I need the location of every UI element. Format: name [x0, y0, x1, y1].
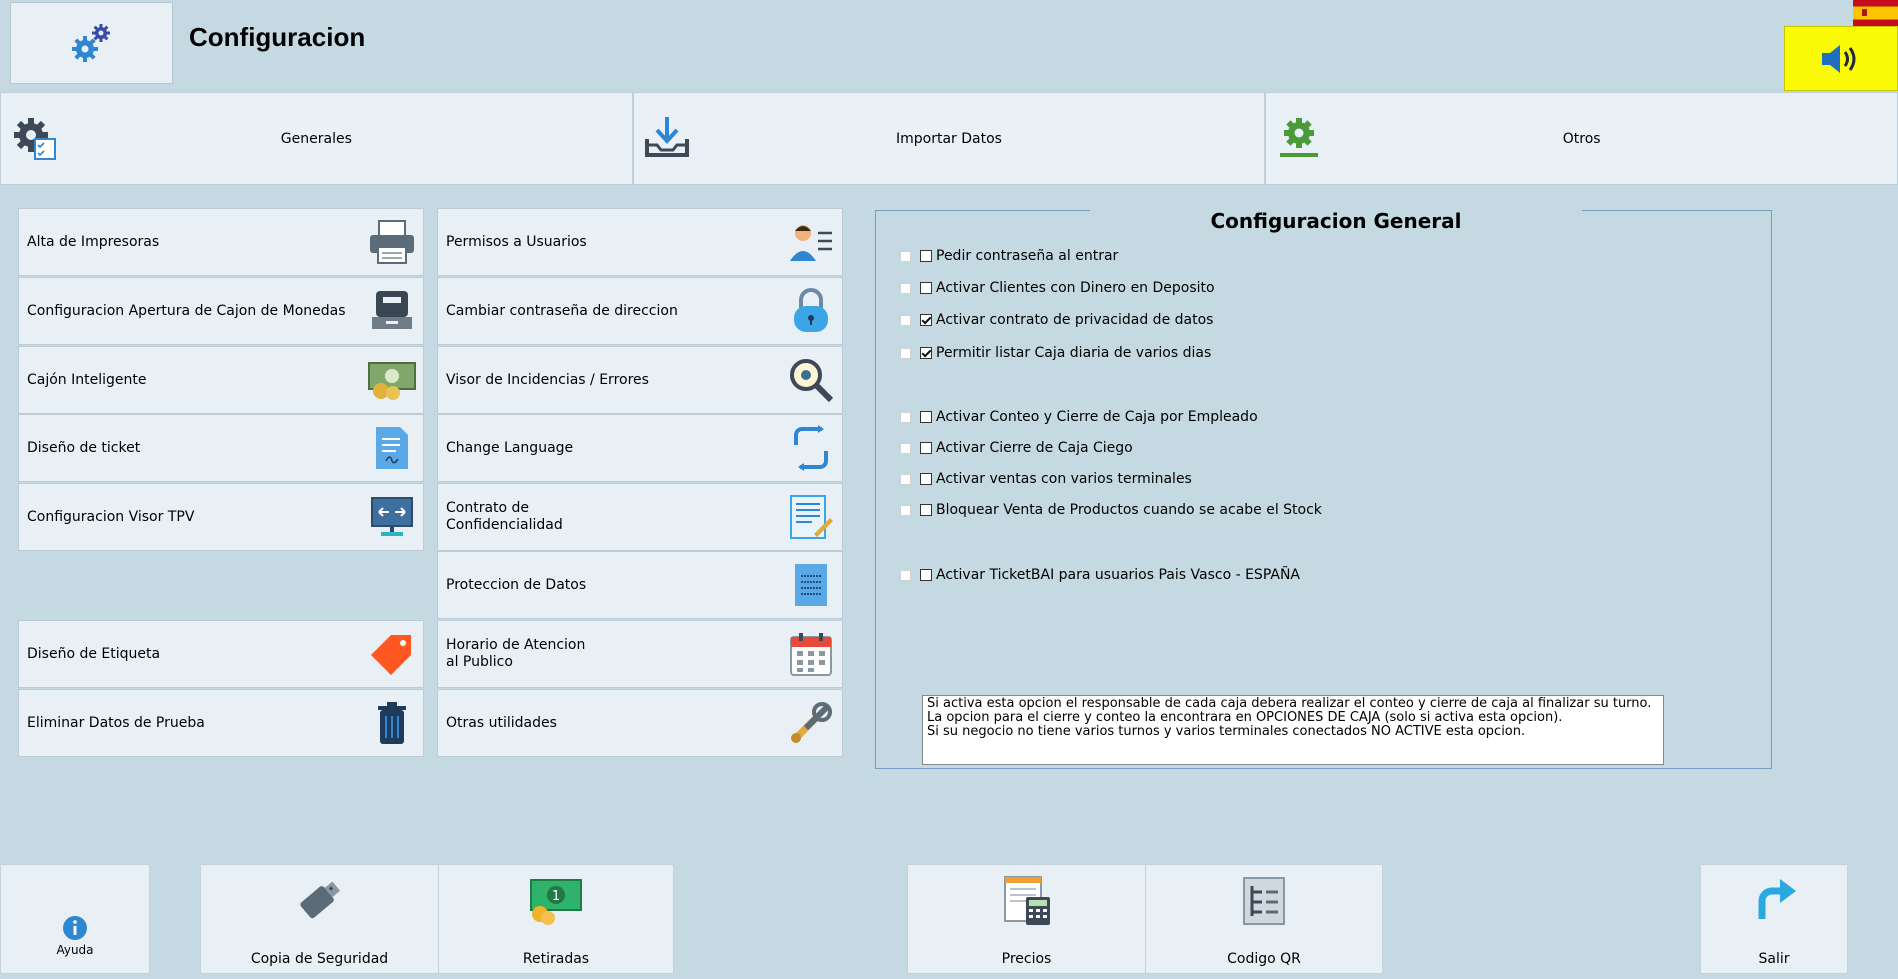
- button-label: Horario de Atencion al Publico: [446, 637, 586, 670]
- option-checkbox[interactable]: [920, 504, 932, 516]
- option-checkbox[interactable]: [920, 347, 932, 359]
- horario-atencion-button[interactable]: [437, 620, 843, 688]
- tab-generales[interactable]: [0, 92, 633, 185]
- option-label: Activar Clientes con Dinero en Deposito: [936, 280, 1215, 296]
- info-line: Si su negocio no tiene varios turnos y varios terminales conectados NO ACTIVE esta opcion.: [927, 724, 1526, 739]
- option-marker: [900, 443, 911, 454]
- button-label: Proteccion de Datos: [446, 576, 587, 593]
- precios-button[interactable]: [907, 864, 1146, 974]
- option-info-box: [922, 695, 1664, 765]
- page-title: Configuracion: [189, 22, 366, 52]
- button-label: Diseño de ticket: [27, 439, 141, 456]
- button-label: Permisos a Usuarios: [446, 233, 587, 250]
- option-label: Activar ventas con varios terminales: [936, 471, 1192, 487]
- config-apertura-cajon-button[interactable]: [18, 277, 424, 345]
- option-bloquear-venta-stock[interactable]: [900, 502, 1322, 518]
- usb-drive-icon: [292, 873, 348, 929]
- option-clientes-dinero-deposito[interactable]: [900, 280, 1215, 296]
- button-label: Retiradas: [522, 951, 590, 967]
- gear-checklist-icon: [11, 115, 57, 161]
- option-marker: [900, 251, 911, 262]
- eliminar-datos-prueba-button[interactable]: [18, 689, 424, 757]
- sound-button[interactable]: [1784, 26, 1898, 91]
- option-label: Activar TicketBAI para usuarios Pais Vasco - ESPAÑA: [936, 567, 1300, 583]
- contract-pen-icon: [786, 492, 836, 542]
- top-tabs: [0, 92, 1898, 185]
- change-language-button[interactable]: [437, 414, 843, 482]
- calculator-sheet-icon: [999, 873, 1055, 929]
- user-list-icon: [786, 217, 836, 267]
- salir-button[interactable]: [1700, 864, 1848, 974]
- button-label: Alta de Impresoras: [27, 233, 160, 250]
- option-marker: [900, 348, 911, 359]
- button-label: Change Language: [446, 439, 574, 456]
- tab-label: Generales: [280, 130, 352, 147]
- cajon-inteligente-button[interactable]: [18, 346, 424, 414]
- option-marker: [900, 315, 911, 326]
- option-ventas-varios-terminales[interactable]: [900, 471, 1192, 487]
- codigo-qr-button[interactable]: [1145, 864, 1383, 974]
- monitor-icon: [367, 492, 417, 542]
- option-marker: [900, 570, 911, 581]
- option-pedir-contrasena[interactable]: [900, 248, 1118, 264]
- config-general-title: Configuracion General: [1090, 200, 1582, 234]
- cash-drawer-icon: [367, 286, 417, 336]
- info-line: Si activa esta opcion el responsable de cada caja debera realizar el conteo y cierre de caja al finalizar su turno.: [927, 696, 1652, 711]
- option-checkbox[interactable]: [920, 473, 932, 485]
- button-label: Copia de Seguridad: [250, 951, 389, 967]
- data-list-icon: [786, 560, 836, 610]
- ayuda-label: Ayuda: [56, 943, 94, 957]
- option-label: Permitir listar Caja diaria de varios dias: [936, 345, 1212, 361]
- ticket-document-icon: [367, 423, 417, 473]
- otras-utilidades-button[interactable]: [437, 689, 843, 757]
- option-checkbox[interactable]: [920, 250, 932, 262]
- button-label: Cajón Inteligente: [27, 371, 147, 388]
- info-icon: [62, 915, 88, 941]
- button-label: Visor de Incidencias / Errores: [446, 371, 649, 388]
- button-label: Configuracion Visor TPV: [27, 508, 195, 525]
- alta-impresoras-button[interactable]: [18, 208, 424, 276]
- option-label: Bloquear Venta de Productos cuando se acabe el Stock: [936, 502, 1322, 518]
- button-label: Otras utilidades: [446, 714, 557, 731]
- option-label: Pedir contraseña al entrar: [936, 248, 1119, 264]
- calendar-icon: [786, 629, 836, 679]
- tab-importar-datos[interactable]: [633, 92, 1266, 185]
- permisos-usuarios-button[interactable]: [437, 208, 843, 276]
- proteccion-datos-button[interactable]: [437, 551, 843, 619]
- import-tray-icon: [644, 115, 690, 161]
- option-listar-caja-diaria[interactable]: [900, 345, 1211, 361]
- option-checkbox[interactable]: [920, 282, 932, 294]
- option-checkbox[interactable]: [920, 411, 932, 423]
- refresh-arrows-icon: [786, 423, 836, 473]
- retiradas-button[interactable]: [438, 864, 674, 974]
- option-marker: [900, 505, 911, 516]
- tab-otros[interactable]: [1265, 92, 1898, 185]
- trash-icon: [367, 698, 417, 748]
- gear-icon: [1276, 115, 1322, 161]
- tab-label: Otros: [1562, 130, 1601, 147]
- cambiar-contrasena-button[interactable]: [437, 277, 843, 345]
- option-label: Activar Conteo y Cierre de Caja por Empleado: [936, 409, 1258, 425]
- option-label: Activar Cierre de Caja Ciego: [936, 440, 1133, 456]
- diseno-etiqueta-button[interactable]: [18, 620, 424, 688]
- option-checkbox[interactable]: [920, 442, 932, 454]
- button-label: Contrato de Confidencialidad: [446, 500, 563, 533]
- ayuda-button[interactable]: [0, 864, 150, 974]
- money-coins-icon: [367, 355, 417, 405]
- gears-icon: [68, 19, 116, 67]
- padlock-icon: [786, 286, 836, 336]
- copia-seguridad-button[interactable]: [200, 864, 439, 974]
- option-cierre-caja-ciego[interactable]: [900, 440, 1133, 456]
- option-checkbox[interactable]: [920, 569, 932, 581]
- button-label: Cambiar contraseña de direccion: [446, 302, 678, 319]
- exit-arrow-icon: [1746, 873, 1802, 929]
- option-conteo-cierre-empleado[interactable]: [900, 409, 1258, 425]
- magnifier-eye-icon: [786, 355, 836, 405]
- svg-text:1: 1: [551, 889, 561, 904]
- tag-icon: [367, 629, 417, 679]
- option-marker: [900, 412, 911, 423]
- button-label: Diseño de Etiqueta: [27, 645, 161, 662]
- option-marker: [900, 474, 911, 485]
- speaker-icon: [1819, 41, 1863, 77]
- contrato-confidencialidad-button[interactable]: [437, 483, 843, 551]
- option-marker: [900, 283, 911, 294]
- button-label: Salir: [1758, 951, 1790, 967]
- visor-incidencias-button[interactable]: [437, 346, 843, 414]
- spain-flag-icon[interactable]: [1853, 0, 1898, 26]
- option-contrato-privacidad[interactable]: [900, 312, 1213, 328]
- button-label: Precios: [1001, 951, 1052, 967]
- cash-money-icon: [528, 873, 584, 929]
- qr-tree-icon: [1236, 873, 1292, 929]
- button-label: Codigo QR: [1227, 951, 1301, 967]
- info-line: La opcion para el cierre y conteo la encontrara en OPCIONES DE CAJA (solo si activa esta opcion).: [927, 710, 1563, 725]
- tab-label: Importar Datos: [896, 130, 1002, 147]
- diseno-ticket-button[interactable]: [18, 414, 424, 482]
- app-logo: [10, 2, 173, 84]
- button-label: Configuracion Apertura de Cajon de Monedas: [27, 302, 346, 319]
- config-visor-tpv-button[interactable]: [18, 483, 424, 551]
- option-label: Activar contrato de privacidad de datos: [936, 312, 1214, 328]
- option-checkbox[interactable]: [920, 314, 932, 326]
- option-ticketbai[interactable]: [900, 567, 1300, 583]
- button-label: Eliminar Datos de Prueba: [27, 714, 205, 731]
- tools-icon: [786, 698, 836, 748]
- printer-icon: [367, 217, 417, 267]
